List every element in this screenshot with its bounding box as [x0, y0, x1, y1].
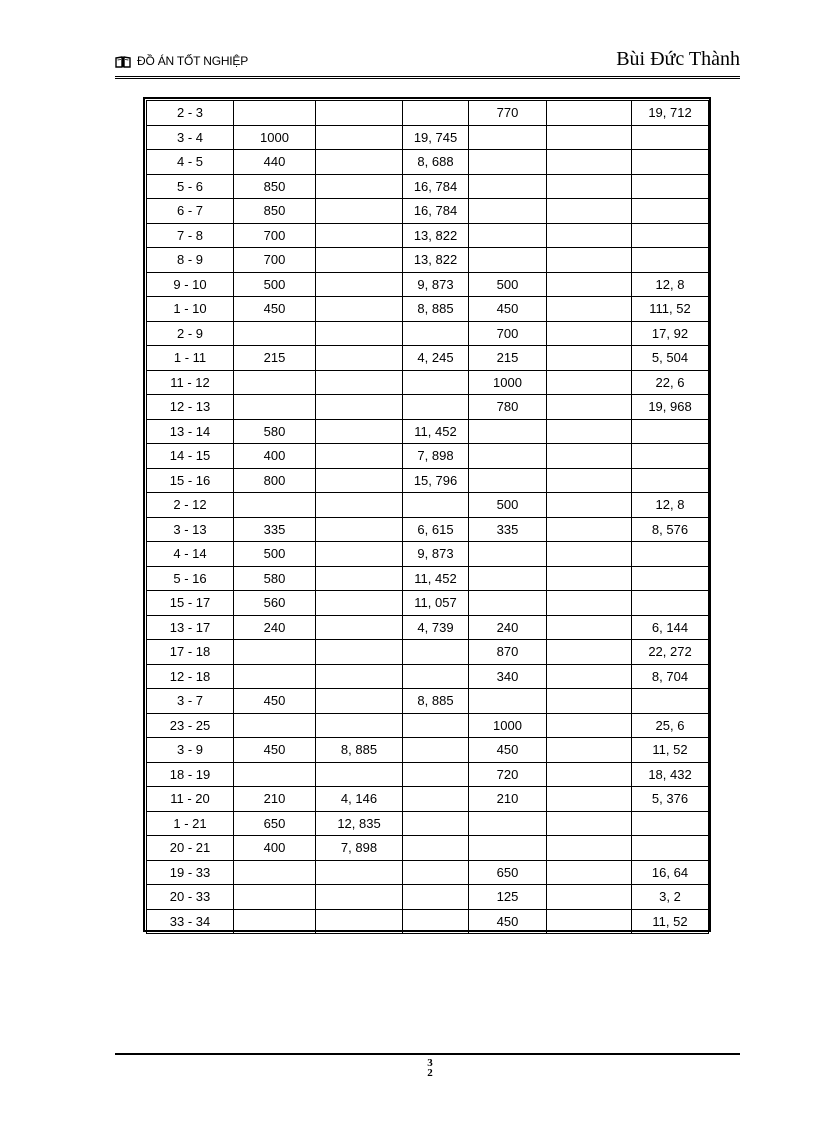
value-cell: 6, 144: [632, 615, 709, 640]
value-cell: [632, 836, 709, 861]
value-cell: 5, 504: [632, 346, 709, 371]
value-cell: [234, 909, 316, 934]
value-cell: [469, 248, 547, 273]
value-cell: [469, 591, 547, 616]
table-row: [147, 542, 709, 567]
value-cell: [316, 640, 403, 665]
value-cell: [547, 493, 632, 518]
value-cell: [547, 591, 632, 616]
value-cell: [316, 909, 403, 934]
value-cell: 870: [469, 640, 547, 665]
value-cell: [547, 689, 632, 714]
value-cell: 770: [469, 101, 547, 126]
table-row: [147, 199, 709, 224]
value-cell: 440: [234, 150, 316, 175]
table-row: [147, 860, 709, 885]
segment-cell: 4 - 5: [147, 150, 234, 175]
value-cell: [316, 566, 403, 591]
value-cell: [632, 419, 709, 444]
segment-cell: 8 - 9: [147, 248, 234, 273]
value-cell: 1000: [234, 125, 316, 150]
value-cell: [547, 738, 632, 763]
segment-cell: 14 - 15: [147, 444, 234, 469]
table-row: [147, 346, 709, 371]
value-cell: [316, 248, 403, 273]
value-cell: 210: [469, 787, 547, 812]
open-book-icon: [115, 56, 131, 68]
value-cell: [547, 199, 632, 224]
value-cell: 7, 898: [316, 836, 403, 861]
table-row: [147, 223, 709, 248]
value-cell: [632, 125, 709, 150]
value-cell: [632, 174, 709, 199]
value-cell: [316, 174, 403, 199]
value-cell: 19, 745: [403, 125, 469, 150]
table-row: [147, 493, 709, 518]
value-cell: [316, 591, 403, 616]
table-row: [147, 664, 709, 689]
value-cell: [469, 566, 547, 591]
value-cell: [547, 542, 632, 567]
value-cell: 19, 968: [632, 395, 709, 420]
value-cell: [632, 811, 709, 836]
value-cell: 12, 835: [316, 811, 403, 836]
value-cell: [632, 591, 709, 616]
value-cell: 8, 885: [403, 297, 469, 322]
value-cell: [547, 909, 632, 934]
value-cell: 450: [234, 738, 316, 763]
value-cell: [403, 664, 469, 689]
value-cell: [234, 762, 316, 787]
value-cell: [547, 346, 632, 371]
value-cell: [234, 493, 316, 518]
value-cell: 13, 822: [403, 248, 469, 273]
value-cell: [234, 713, 316, 738]
value-cell: [403, 860, 469, 885]
value-cell: [316, 370, 403, 395]
value-cell: 700: [469, 321, 547, 346]
value-cell: [316, 223, 403, 248]
value-cell: [316, 346, 403, 371]
segment-cell: 17 - 18: [147, 640, 234, 665]
value-cell: 700: [234, 223, 316, 248]
value-cell: [547, 395, 632, 420]
header-divider: [115, 76, 740, 79]
segment-cell: 2 - 12: [147, 493, 234, 518]
value-cell: [632, 199, 709, 224]
table-row: [147, 640, 709, 665]
value-cell: [316, 664, 403, 689]
segment-cell: 2 - 9: [147, 321, 234, 346]
value-cell: [403, 738, 469, 763]
value-cell: [234, 101, 316, 126]
value-cell: [547, 150, 632, 175]
table-row: [147, 591, 709, 616]
value-cell: 450: [469, 297, 547, 322]
value-cell: 11, 52: [632, 909, 709, 934]
table-row: [147, 395, 709, 420]
value-cell: [547, 860, 632, 885]
value-cell: [403, 370, 469, 395]
value-cell: [547, 174, 632, 199]
thesis-title: ĐỒ ÁN TỐT NGHIỆP: [137, 54, 249, 68]
value-cell: [403, 909, 469, 934]
value-cell: [547, 468, 632, 493]
value-cell: 500: [469, 493, 547, 518]
value-cell: [469, 199, 547, 224]
value-cell: [316, 713, 403, 738]
segment-cell: 2 - 3: [147, 101, 234, 126]
value-cell: 22, 6: [632, 370, 709, 395]
table-row: [147, 444, 709, 469]
value-cell: [469, 836, 547, 861]
segment-cell: 1 - 10: [147, 297, 234, 322]
value-cell: 9, 873: [403, 272, 469, 297]
value-cell: 16, 784: [403, 174, 469, 199]
value-cell: [403, 321, 469, 346]
segment-cell: 13 - 17: [147, 615, 234, 640]
table-row: [147, 174, 709, 199]
value-cell: [547, 419, 632, 444]
value-cell: 6, 615: [403, 517, 469, 542]
segment-cell: 11 - 12: [147, 370, 234, 395]
value-cell: [316, 860, 403, 885]
segment-cell: 12 - 18: [147, 664, 234, 689]
segment-cell: 3 - 13: [147, 517, 234, 542]
value-cell: 4, 146: [316, 787, 403, 812]
value-cell: [547, 811, 632, 836]
value-cell: 210: [234, 787, 316, 812]
table-row: [147, 370, 709, 395]
value-cell: 8, 576: [632, 517, 709, 542]
value-cell: 8, 688: [403, 150, 469, 175]
segment-cell: 6 - 7: [147, 199, 234, 224]
value-cell: [316, 199, 403, 224]
segment-cell: 11 - 20: [147, 787, 234, 812]
value-cell: 800: [234, 468, 316, 493]
value-cell: [234, 640, 316, 665]
value-cell: 500: [469, 272, 547, 297]
table-row: [147, 811, 709, 836]
value-cell: 111, 52: [632, 297, 709, 322]
value-cell: [632, 223, 709, 248]
value-cell: 8, 885: [316, 738, 403, 763]
value-cell: [547, 615, 632, 640]
value-cell: [234, 395, 316, 420]
segment-cell: 9 - 10: [147, 272, 234, 297]
value-cell: [547, 101, 632, 126]
value-cell: [316, 125, 403, 150]
value-cell: 500: [234, 542, 316, 567]
value-cell: 18, 432: [632, 762, 709, 787]
segment-cell: 18 - 19: [147, 762, 234, 787]
segment-cell: 3 - 7: [147, 689, 234, 714]
value-cell: 22, 272: [632, 640, 709, 665]
value-cell: [316, 444, 403, 469]
value-cell: [234, 860, 316, 885]
table-row: [147, 713, 709, 738]
value-cell: 450: [234, 689, 316, 714]
value-cell: 400: [234, 444, 316, 469]
data-table: [146, 100, 709, 934]
value-cell: [547, 762, 632, 787]
value-cell: [316, 615, 403, 640]
value-cell: 335: [469, 517, 547, 542]
value-cell: 340: [469, 664, 547, 689]
value-cell: 9, 873: [403, 542, 469, 567]
value-cell: [632, 444, 709, 469]
value-cell: [316, 101, 403, 126]
value-cell: [547, 787, 632, 812]
value-cell: [547, 885, 632, 910]
value-cell: 215: [234, 346, 316, 371]
value-cell: [316, 762, 403, 787]
value-cell: [403, 493, 469, 518]
value-cell: [316, 542, 403, 567]
value-cell: 240: [234, 615, 316, 640]
value-cell: [403, 762, 469, 787]
value-cell: [403, 395, 469, 420]
segment-cell: 15 - 16: [147, 468, 234, 493]
value-cell: [403, 787, 469, 812]
value-cell: [547, 517, 632, 542]
value-cell: [403, 101, 469, 126]
value-cell: 215: [469, 346, 547, 371]
value-cell: [632, 248, 709, 273]
value-cell: [403, 836, 469, 861]
segment-cell: 5 - 16: [147, 566, 234, 591]
value-cell: 650: [234, 811, 316, 836]
value-cell: [547, 321, 632, 346]
value-cell: 3, 2: [632, 885, 709, 910]
value-cell: [316, 395, 403, 420]
value-cell: 500: [234, 272, 316, 297]
value-cell: [469, 174, 547, 199]
value-cell: 12, 8: [632, 493, 709, 518]
value-cell: 12, 8: [632, 272, 709, 297]
value-cell: 450: [234, 297, 316, 322]
value-cell: 720: [469, 762, 547, 787]
segment-cell: 23 - 25: [147, 713, 234, 738]
value-cell: 560: [234, 591, 316, 616]
segment-cell: 5 - 6: [147, 174, 234, 199]
author-name: Bùi Đức Thành: [616, 48, 740, 70]
value-cell: 25, 6: [632, 713, 709, 738]
value-cell: 16, 64: [632, 860, 709, 885]
table-body: [147, 101, 709, 934]
segment-cell: 1 - 11: [147, 346, 234, 371]
value-cell: [547, 836, 632, 861]
value-cell: 850: [234, 174, 316, 199]
value-cell: [632, 150, 709, 175]
value-cell: 11, 52: [632, 738, 709, 763]
segment-cell: 19 - 33: [147, 860, 234, 885]
value-cell: 700: [234, 248, 316, 273]
table-row: [147, 468, 709, 493]
value-cell: 125: [469, 885, 547, 910]
value-cell: [403, 885, 469, 910]
segment-cell: 20 - 21: [147, 836, 234, 861]
value-cell: 450: [469, 909, 547, 934]
value-cell: 400: [234, 836, 316, 861]
value-cell: [632, 468, 709, 493]
value-cell: 780: [469, 395, 547, 420]
page-header: [115, 48, 740, 78]
value-cell: 17, 92: [632, 321, 709, 346]
value-cell: [316, 297, 403, 322]
value-cell: 8, 704: [632, 664, 709, 689]
value-cell: 15, 796: [403, 468, 469, 493]
table-row: [147, 248, 709, 273]
value-cell: [469, 689, 547, 714]
value-cell: 1000: [469, 713, 547, 738]
value-cell: [234, 370, 316, 395]
table-row: [147, 615, 709, 640]
value-cell: [234, 321, 316, 346]
value-cell: 580: [234, 419, 316, 444]
value-cell: 16, 784: [403, 199, 469, 224]
segment-cell: 4 - 14: [147, 542, 234, 567]
value-cell: 5, 376: [632, 787, 709, 812]
value-cell: 11, 452: [403, 566, 469, 591]
page-number-bottom: 2: [427, 1067, 433, 1079]
segment-cell: 20 - 33: [147, 885, 234, 910]
table-row: [147, 909, 709, 934]
value-cell: 450: [469, 738, 547, 763]
table-row: [147, 150, 709, 175]
value-cell: [469, 150, 547, 175]
segment-cell: 3 - 4: [147, 125, 234, 150]
value-cell: [547, 297, 632, 322]
segment-cell: 3 - 9: [147, 738, 234, 763]
value-cell: [316, 689, 403, 714]
table-row: [147, 419, 709, 444]
value-cell: [316, 493, 403, 518]
value-cell: 11, 452: [403, 419, 469, 444]
value-cell: [234, 664, 316, 689]
segment-cell: 13 - 14: [147, 419, 234, 444]
value-cell: 4, 739: [403, 615, 469, 640]
value-cell: [469, 223, 547, 248]
table-row: [147, 566, 709, 591]
page-number: [418, 1058, 442, 1078]
value-cell: 13, 822: [403, 223, 469, 248]
segment-cell: 1 - 21: [147, 811, 234, 836]
value-cell: [547, 640, 632, 665]
value-cell: [403, 713, 469, 738]
segment-cell: 7 - 8: [147, 223, 234, 248]
value-cell: [632, 542, 709, 567]
value-cell: [316, 150, 403, 175]
table-row: [147, 517, 709, 542]
value-cell: [469, 444, 547, 469]
footer-divider: [115, 1053, 740, 1055]
table-row: [147, 762, 709, 787]
value-cell: [469, 468, 547, 493]
value-cell: [547, 125, 632, 150]
value-cell: 650: [469, 860, 547, 885]
value-cell: [632, 689, 709, 714]
table-row: [147, 321, 709, 346]
value-cell: [547, 713, 632, 738]
value-cell: [316, 468, 403, 493]
value-cell: [547, 223, 632, 248]
value-cell: [403, 811, 469, 836]
value-cell: [547, 566, 632, 591]
table-row: [147, 885, 709, 910]
value-cell: [547, 370, 632, 395]
segment-cell: 15 - 17: [147, 591, 234, 616]
page-number-top: 3: [427, 1057, 433, 1069]
value-cell: [469, 811, 547, 836]
value-cell: [316, 885, 403, 910]
table-row: [147, 101, 709, 126]
table-row: [147, 787, 709, 812]
value-cell: 7, 898: [403, 444, 469, 469]
value-cell: 19, 712: [632, 101, 709, 126]
table-row: [147, 738, 709, 763]
value-cell: 335: [234, 517, 316, 542]
value-cell: [469, 419, 547, 444]
value-cell: [316, 272, 403, 297]
value-cell: [469, 542, 547, 567]
value-cell: 240: [469, 615, 547, 640]
segment-cell: 33 - 34: [147, 909, 234, 934]
value-cell: 580: [234, 566, 316, 591]
value-cell: [547, 272, 632, 297]
value-cell: 11, 057: [403, 591, 469, 616]
value-cell: [547, 444, 632, 469]
value-cell: 1000: [469, 370, 547, 395]
value-cell: [547, 664, 632, 689]
table-row: [147, 836, 709, 861]
table-row: [147, 297, 709, 322]
table-row: [147, 125, 709, 150]
value-cell: [469, 125, 547, 150]
value-cell: 850: [234, 199, 316, 224]
value-cell: 4, 245: [403, 346, 469, 371]
value-cell: 8, 885: [403, 689, 469, 714]
value-cell: [316, 517, 403, 542]
table-row: [147, 689, 709, 714]
value-cell: [316, 419, 403, 444]
value-cell: [234, 885, 316, 910]
value-cell: [547, 248, 632, 273]
value-cell: [632, 566, 709, 591]
segment-cell: 12 - 13: [147, 395, 234, 420]
table-row: [147, 272, 709, 297]
value-cell: [316, 321, 403, 346]
value-cell: [403, 640, 469, 665]
